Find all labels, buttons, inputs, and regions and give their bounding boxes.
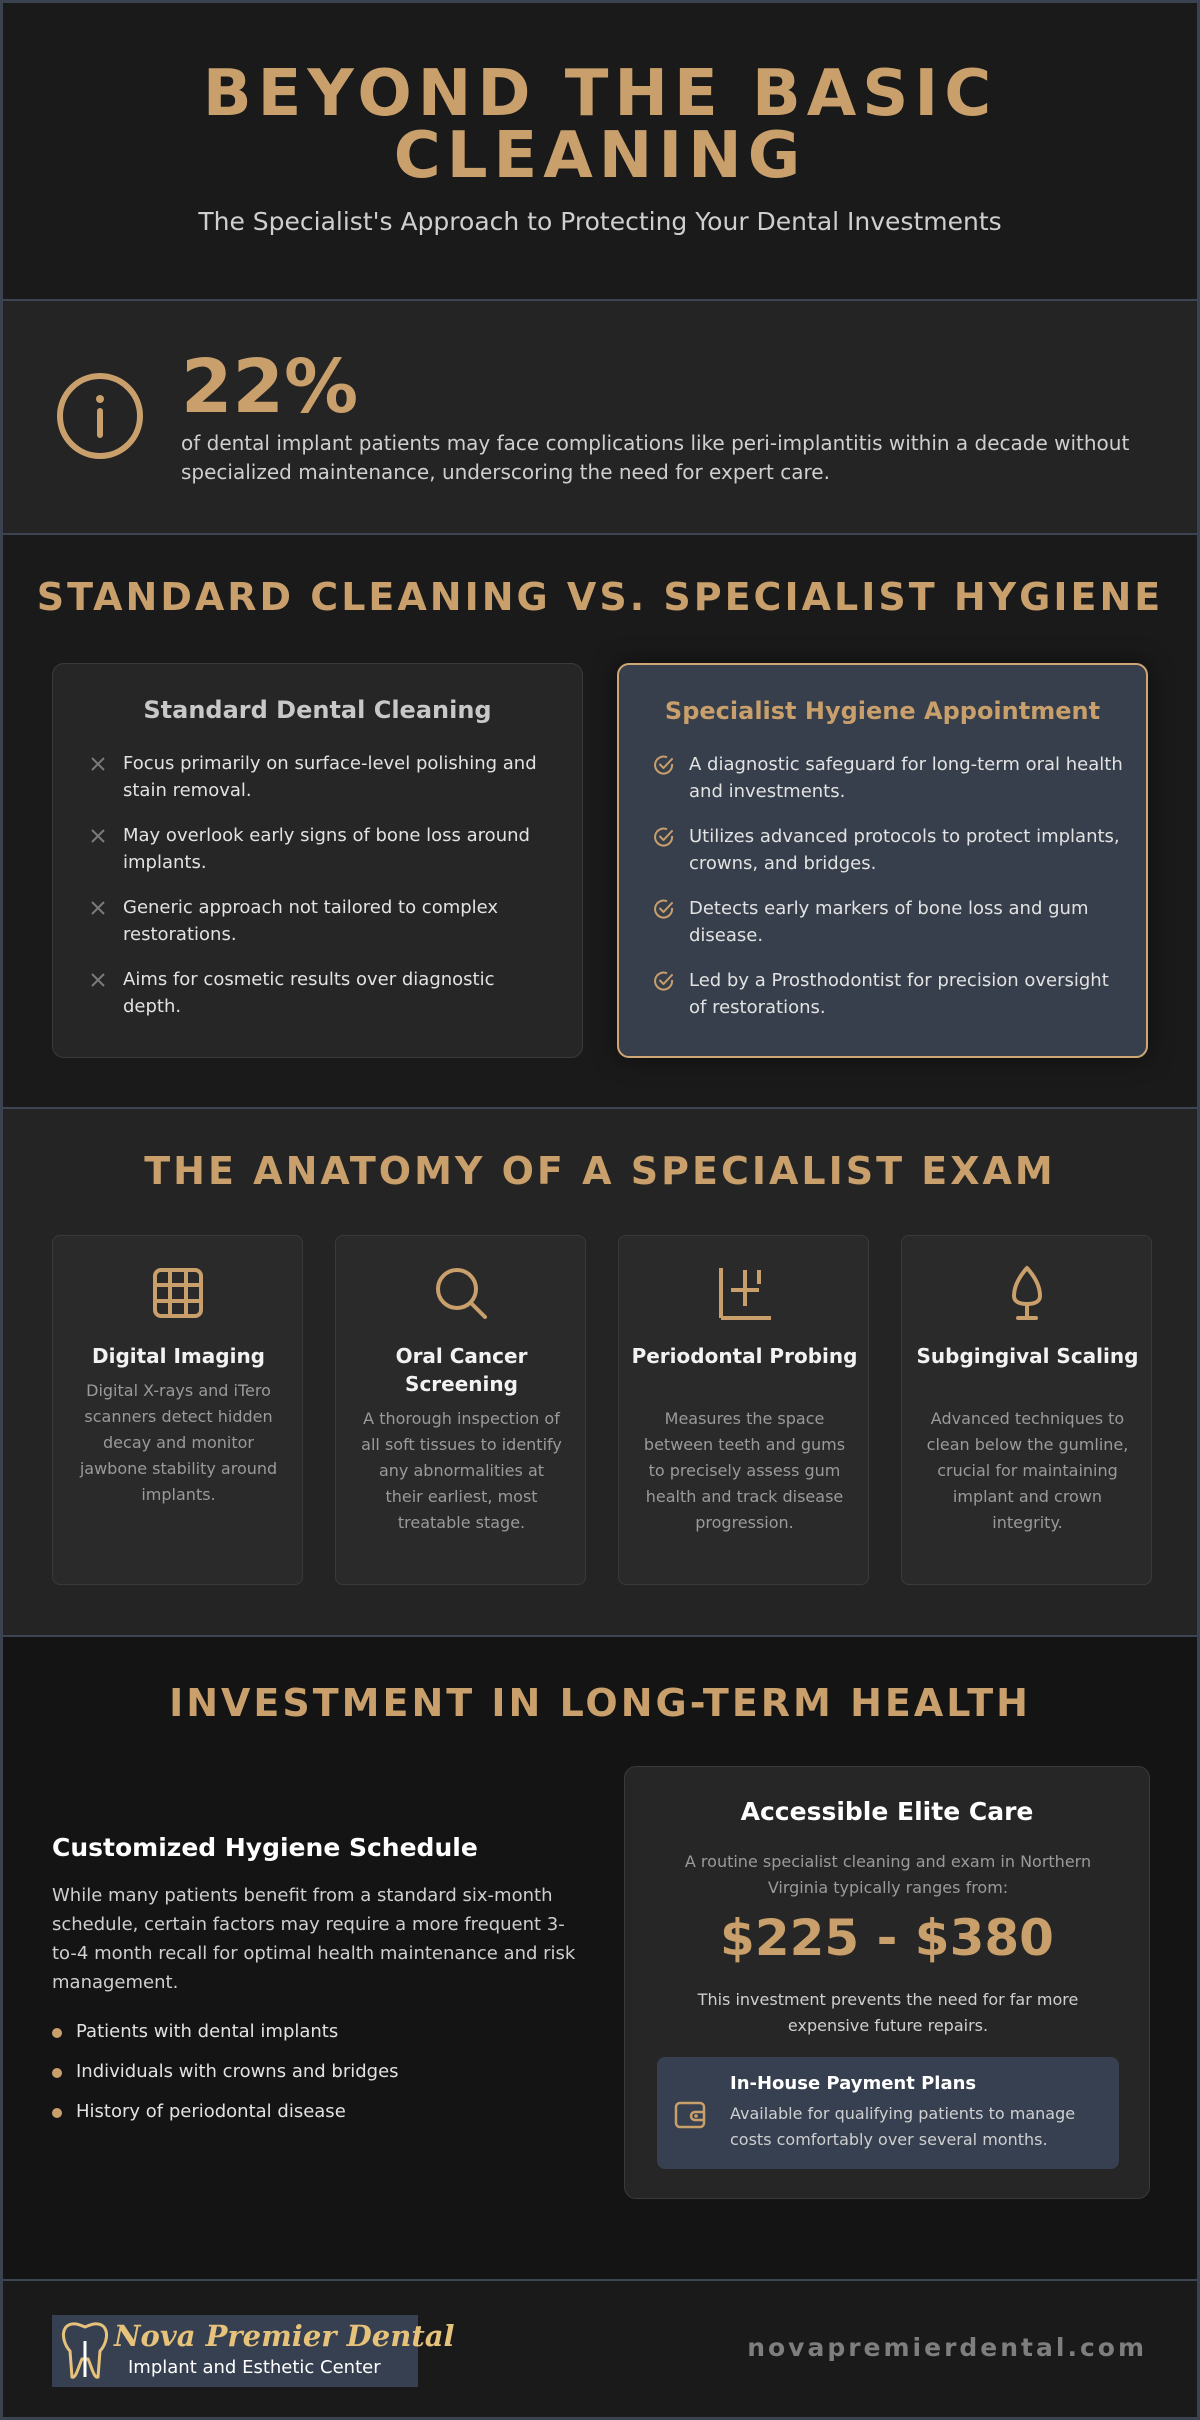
check-circle-icon <box>653 826 675 848</box>
payment-plan-title: In-House Payment Plans <box>730 2073 977 2094</box>
magnifier-icon <box>432 1264 490 1322</box>
exam-title: Subgingival Scaling <box>916 1344 1139 1368</box>
logo-name: Nova Premier Dental <box>114 2319 455 2353</box>
page-title: BEYOND THE BASIC CLEANING <box>202 57 998 193</box>
bullet-item: Patients with dental implants <box>52 2019 399 2059</box>
list-item <box>653 895 1123 967</box>
exam-description: Advanced techniques to clean below the gumline, crucial for maintaining implant and crown integrity. <box>926 1409 1129 1532</box>
x-mark-icon <box>87 897 109 919</box>
investment-section <box>3 1637 1197 2279</box>
comparison-section <box>3 535 1197 1107</box>
logo-tagline: Implant and Esthetic Center <box>128 2357 381 2378</box>
exam-card-digital-imaging <box>52 1235 303 1585</box>
bullet-item: Individuals with crowns and bridges <box>52 2059 399 2099</box>
pricing-intro: A routine specialist cleaning and exam in Northern Virginia typically ranges from: <box>684 1852 1092 1897</box>
check-circle-icon <box>653 754 675 776</box>
list-item-text: Led by a Prosthodontist for precision oversight of restorations. <box>689 970 1109 1018</box>
hero-header <box>3 3 1197 299</box>
card-title: Standard Dental Cleaning <box>143 696 492 724</box>
grid-icon <box>149 1264 207 1322</box>
page-subtitle: The Specialist's Approach to Protecting Your Dental Investments <box>198 207 1002 236</box>
bullet-item: History of periodontal disease <box>52 2099 399 2139</box>
list-item <box>87 966 557 1038</box>
list-item-text: A diagnostic safeguard for long-term oral health and investments. <box>689 754 1123 802</box>
footer <box>3 2281 1197 2417</box>
info-icon <box>55 371 145 461</box>
card-title: Specialist Hygiene Appointment <box>664 697 1101 725</box>
list-item-text: Focus primarily on surface-level polishing and stain removal. <box>123 753 537 801</box>
stat-description: of dental implant patients may face complications like peri-implantitis within a decade without specialized maintenance, underscoring the need for expert care. <box>181 431 1130 484</box>
list-item <box>653 751 1123 823</box>
pricing-title: Accessible Elite Care <box>740 1797 1034 1826</box>
stat-callout <box>3 301 1197 533</box>
check-circle-icon <box>653 970 675 992</box>
pricing-card <box>624 1766 1150 2199</box>
section-title: THE ANATOMY OF A SPECIALIST EXAM <box>144 1149 1056 1193</box>
schedule-title: Customized Hygiene Schedule <box>52 1833 478 1862</box>
wallet-icon <box>673 2097 709 2133</box>
specialist-hygiene-card <box>617 663 1148 1058</box>
list-item <box>653 823 1123 895</box>
exam-card-oral-cancer-screening <box>335 1235 586 1585</box>
list-item <box>87 822 557 894</box>
stat-value: 22% <box>181 344 359 430</box>
risk-factor-list <box>52 2019 399 2139</box>
list-item-text: Aims for cosmetic results over diagnostic depth. <box>123 969 495 1017</box>
x-mark-icon <box>87 825 109 847</box>
standard-cleaning-card <box>52 663 583 1058</box>
exam-description: A thorough inspection of all soft tissues to identify any abnormalities at their earliest, most treatable stage. <box>361 1409 562 1532</box>
list-item <box>87 894 557 966</box>
payment-plan-box <box>657 2057 1119 2169</box>
payment-plan-text: Available for qualifying patients to manage costs comfortably over several months. <box>730 2104 1076 2149</box>
list-item-text: Generic approach not tailored to complex restorations. <box>123 897 499 945</box>
exam-description: Digital X-rays and iTero scanners detect hidden decay and monitor jawbone stability around implants. <box>79 1381 278 1504</box>
list-item <box>653 967 1123 1039</box>
check-circle-icon <box>653 898 675 920</box>
exam-card-subgingival-scaling <box>901 1235 1152 1585</box>
exam-title: Digital Imaging <box>91 1344 265 1368</box>
anatomy-section <box>3 1109 1197 1635</box>
pricing-note: This investment prevents the need for far more expensive future repairs. <box>697 1990 1079 2035</box>
list-item-text: May overlook early signs of bone loss around implants. <box>123 825 530 873</box>
brand-logo[interactable] <box>52 2315 455 2387</box>
list-item <box>87 750 557 822</box>
probe-chart-icon <box>715 1264 773 1322</box>
website-url[interactable]: novapremierdental.com <box>747 2333 1147 2362</box>
list-item-text: Detects early markers of bone loss and gum disease. <box>689 898 1089 946</box>
standard-list <box>87 750 557 1038</box>
scaler-tool-icon <box>998 1264 1056 1322</box>
specialist-list <box>653 751 1123 1039</box>
exam-card-periodontal-probing <box>618 1235 869 1585</box>
x-mark-icon <box>87 753 109 775</box>
exam-title: Oral Cancer Screening <box>395 1344 528 1396</box>
schedule-text: While many patients benefit from a standard six-month schedule, certain factors may require a more frequent 3-to-4 month recall for optimal health maintenance and risk management. <box>52 1885 576 1993</box>
x-mark-icon <box>87 969 109 991</box>
exam-title: Periodontal Probing <box>631 1344 858 1368</box>
exam-description: Measures the space between teeth and gums to precisely assess gum health and track disease progression. <box>643 1409 846 1532</box>
list-item-text: Utilizes advanced protocols to protect implants, crowns, and bridges. <box>689 826 1120 874</box>
price-range: $225 - $380 <box>720 1909 1054 1967</box>
section-title: INVESTMENT IN LONG-TERM HEALTH <box>169 1681 1031 1725</box>
tooth-logo-icon <box>58 2319 112 2383</box>
section-title: STANDARD CLEANING VS. SPECIALIST HYGIENE <box>36 575 1164 619</box>
